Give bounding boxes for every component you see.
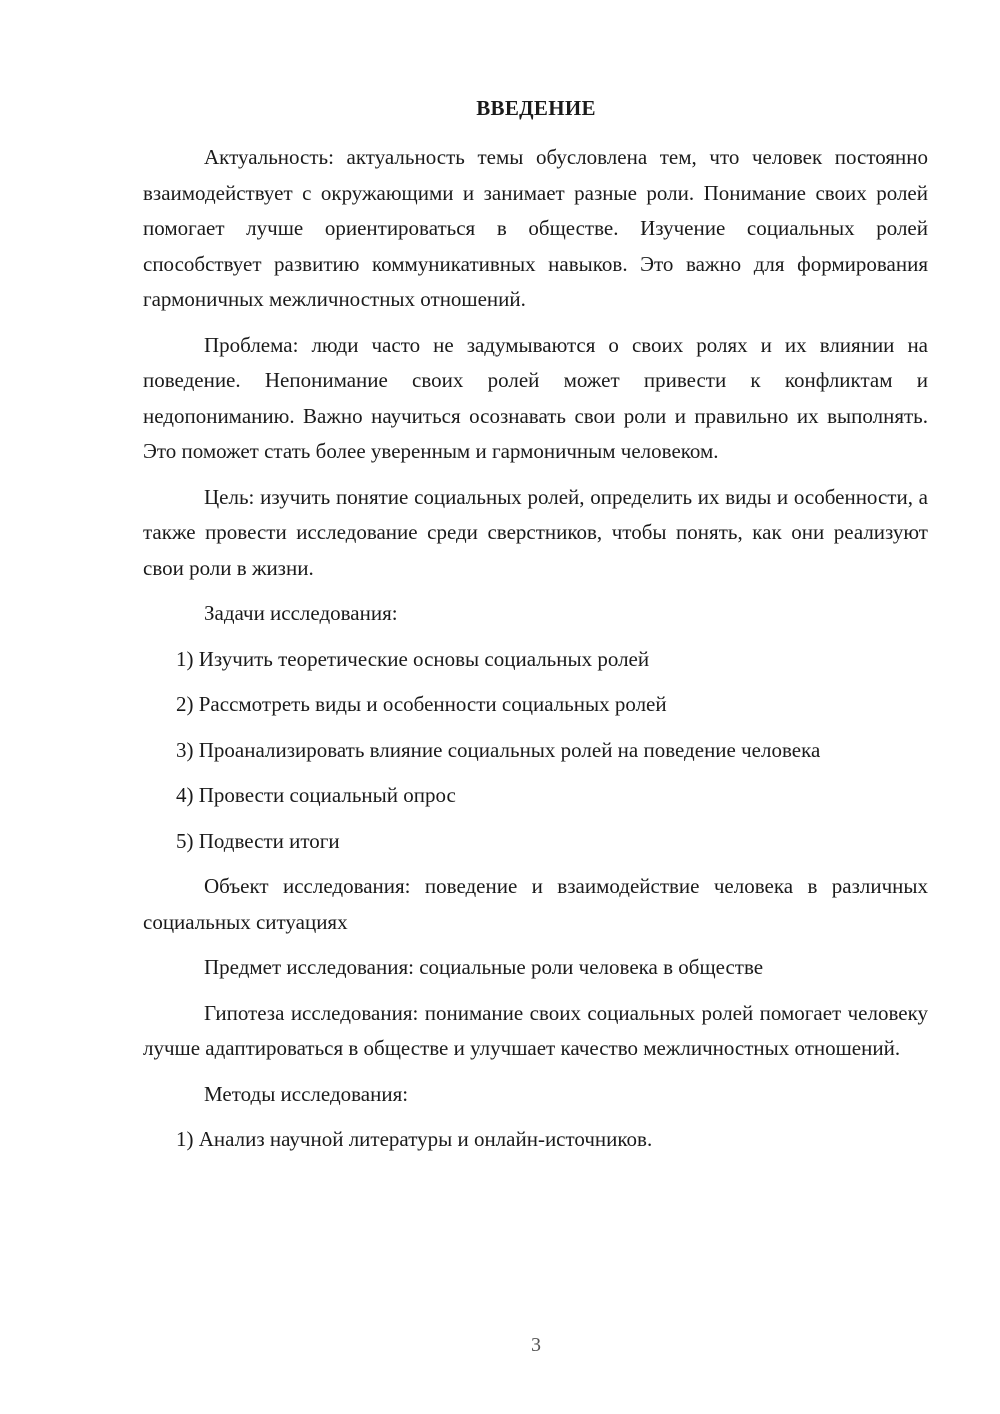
task-item: 3) Проанализировать влияние социальных ролей на поведение человека: [176, 737, 821, 762]
object-paragraph: Объект исследования: поведение и взаимодействие человека в различных социальных ситуациях: [143, 874, 928, 934]
task-item: 1) Изучить теоретические основы социальных ролей: [176, 646, 650, 671]
methods-heading: Методы исследования:: [204, 1081, 409, 1106]
hypothesis-paragraph: Гипотеза исследования: понимание своих социальных ролей помогает человеку лучше адаптироваться в обществе и улучшает качество межличностных отношений.: [143, 1000, 928, 1060]
page-number: 3: [531, 1334, 541, 1356]
problem-paragraph: Проблема: люди часто не задумываются о своих ролях и их влиянии на поведение. Непонимание своих ролей может привести к конфликтам и недопониманию. Важно научиться осознавать свои роли и правильно их выполнять. Это поможет стать более уверенным и гармоничным человеком.: [143, 332, 928, 463]
task-item: 5) Подвести итоги: [176, 828, 340, 853]
method-item: 1) Анализ научной литературы и онлайн-источников.: [176, 1127, 653, 1151]
tasks-heading: Задачи исследования:: [204, 601, 398, 625]
relevance-paragraph: Актуальность: актуальность темы обусловлена тем, что человек постоянно взаимодействует с окружающими и занимает разные роли. Понимание своих ролей помогает лучше ориентироваться в обществе. Изучение социальных ролей способствует развитию коммуникативных навыков. Это важно для формирования гармоничных межличностных отношений.: [143, 145, 928, 311]
goal-paragraph: Цель: изучить понятие социальных ролей, определить их виды и особенности, а также провести исследование среди сверстников, чтобы понять, как они реализуют свои роли в жизни.: [143, 484, 928, 580]
task-item: 2) Рассмотреть виды и особенности социальных ролей: [176, 692, 667, 716]
section-title: ВВЕДЕНИЕ: [476, 96, 596, 120]
task-item: 4) Провести социальный опрос: [176, 783, 456, 807]
document-body: [143, 140, 928, 1168]
subject-paragraph: Предмет исследования: социальные роли человека в обществе: [204, 955, 764, 979]
